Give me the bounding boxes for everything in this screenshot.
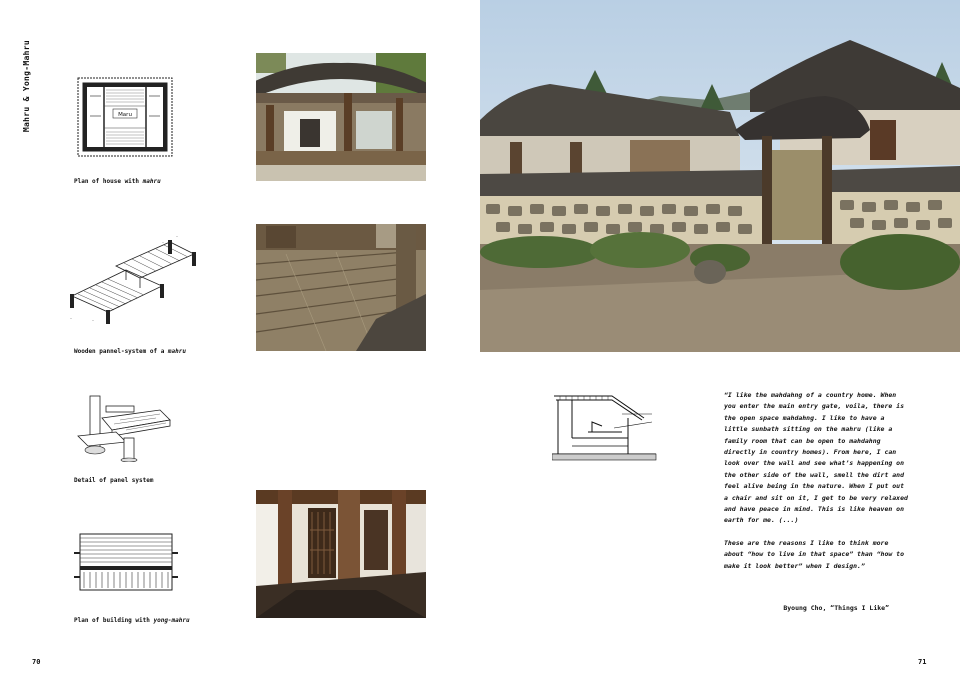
svg-text:··: ·· [70,317,73,321]
section-sketch [552,392,660,466]
maru-label: Maru [118,112,132,118]
caption-detail-panel: Detail of panel system [74,477,154,484]
building-plan-drawing [74,532,178,592]
panel-detail-drawing [76,390,172,462]
quote-paragraph-2: These are the reasons I like to think more about “how to live in that space” than “how to make it look better” when I design.” [724,538,905,570]
photo-pavilion [256,53,426,181]
panel-system-drawing [66,234,198,326]
side-title: Mahru & Yong-Mahru [22,40,31,133]
svg-text:··: ·· [176,235,179,239]
page-number-right: 71 [918,658,927,666]
photo-veranda [256,490,426,618]
svg-text:··: ·· [92,319,95,323]
page-number-left: 70 [32,658,41,666]
house-plan-drawing [76,76,174,158]
caption-panel-system: Wooden pannel-system of a mahru [74,348,186,355]
caption-plan-building: Plan of building with yong-mahru [74,617,190,624]
quote-attribution: Byoung Cho, “Things I Like” [783,604,889,612]
photo-wooden-floor [256,224,426,351]
photo-village-gate [480,0,960,352]
caption-plan-house: Plan of house with mahru [74,178,161,185]
quote-block [724,390,910,583]
svg-text:··: ·· [162,241,165,245]
quote-paragraph-1: “I like the mahdahng of a country home. When you enter the main entry gate, voila, there is the open space mahdahng. I like to have a little sunbath sitting on the mahru (like a family room that can be open to mahdahng directly in country homes). From here, I can look over the wall and see what’s happening on the other side of the wall, smell the dirt and feel alive being in the nature. When I put out a chair and sit on it, I get to be very relaxed and have peace in mind. This is like heaven on earth for me. (...) [724,391,908,525]
